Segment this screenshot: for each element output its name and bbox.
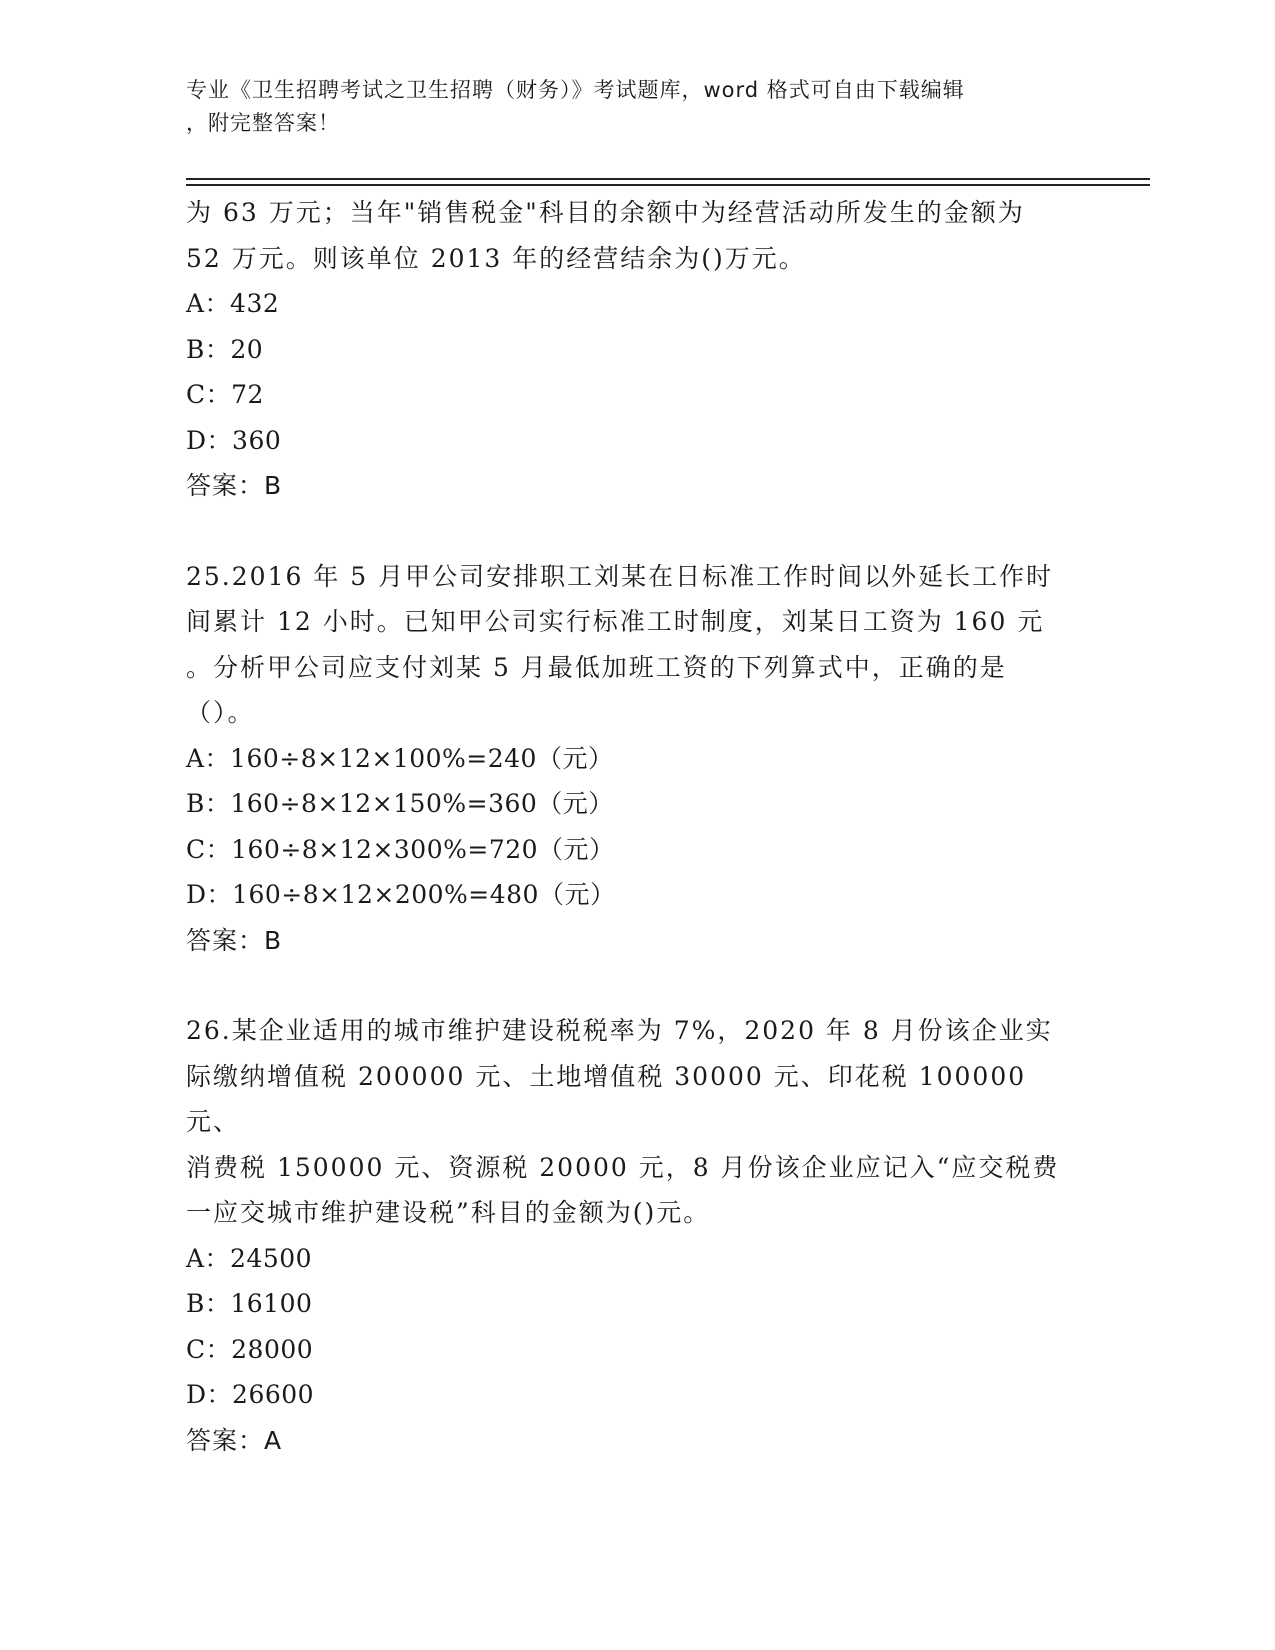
question-block [186,190,1086,509]
question-stem-line: 26.某企业适用的城市维护建设税税率为 7%，2020 年 8 月份该企业实 [186,1016,1053,1045]
document-header [186,74,1086,140]
header-line-2: ，附完整答案！ [186,111,340,135]
question-block [186,1008,1086,1463]
option-c: C：160÷8×12×300%=720（元） [186,834,615,864]
option-a: A：432 [186,289,280,318]
option-a: A：24500 [186,1243,313,1273]
question-spacer [186,963,1086,1008]
option-d: D：160÷8×12×200%=480（元） [186,880,616,909]
question-stem-line: 52 万元。则该单位 2013 年的经营结余为()万元。 [186,243,806,273]
header-rule-bottom [186,184,1150,186]
answer-line: 答案：B [186,925,283,955]
question-stem-line: 为 63 万元；当年"销售税金"科目的余额中为经营活动所发生的金额为 [186,198,1025,227]
option-b: B：20 [186,334,264,364]
question-block [186,554,1086,964]
question-spacer [186,509,1086,554]
answer-line: 答案：A [186,1425,283,1455]
option-d: D：26600 [186,1380,315,1409]
option-c: C：28000 [186,1334,314,1364]
question-stem-line: 。分析甲公司应支付刘某 5 月最低加班工资的下列算式中，正确的是 [186,652,1007,682]
option-a: A：160÷8×12×100%=240（元） [186,743,614,773]
question-stem-line: （）。 [186,698,255,727]
question-stem-line: 际缴纳增值税 200000 元、土地增值税 30000 元、印花税 100000 元、 [186,1061,1027,1136]
question-stem-line: 一应交城市维护建设税”科目的金额为()元。 [186,1198,711,1227]
question-list [186,190,1086,1463]
option-b: B：160÷8×12×150%=360（元） [186,789,614,818]
option-b: B：16100 [186,1289,313,1318]
question-stem-line: 消费税 150000 元、资源税 20000 元，8 月份该企业应记入“应交税费 [186,1152,1060,1182]
option-c: C：72 [186,380,264,409]
question-stem-line: 25.2016 年 5 月甲公司安排职工刘某在日标准工作时间以外延长工作时 [186,561,1054,591]
option-d: D：360 [186,425,282,455]
question-stem-line: 间累计 12 小时。已知甲公司实行标准工时制度，刘某日工资为 160 元 [186,607,1045,636]
answer-line: 答案：B [186,471,283,500]
header-rule-top [186,178,1150,180]
header-line-1: 专业《卫生招聘考试之卫生招聘（财务）》考试题库，word 格式可自由下载编辑 [186,78,965,102]
